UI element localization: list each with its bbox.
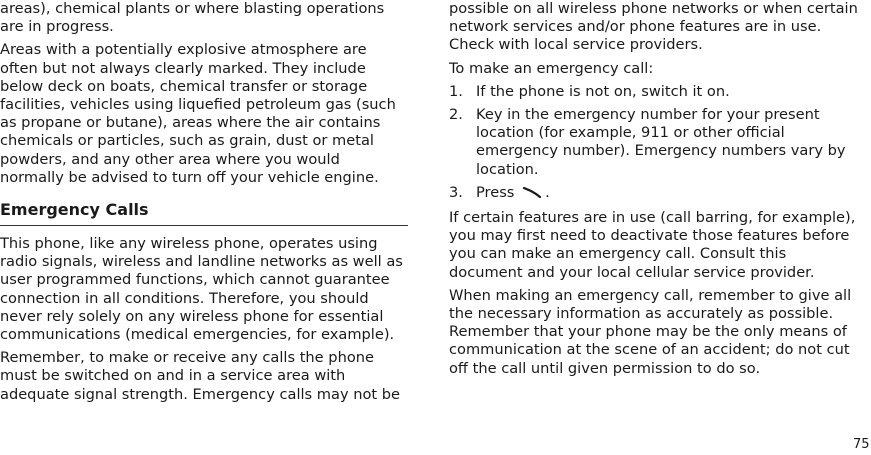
left-paragraph-2: Areas with a potentially explosive atmosphere are often but not always clearly marked. They include below deck on boats, chemical transfer or storage facilities, vehicles using liquefied petroleum gas (such as propane or butane), areas where the air contains chemicals or particles, such as grain, dust or metal powders, and any other area where you would normally be advised to turn off your vehicle engine. bbox=[0, 41, 396, 186]
right-paragraph-1: possible on all wireless phone networks or when certain network services and/or phone features are in use. Check with local service providers. bbox=[449, 0, 858, 54]
page-number: 75 bbox=[853, 437, 870, 452]
steps-intro: To make an emergency call: bbox=[449, 59, 654, 77]
left-paragraph-1: areas), chemical plants or where blasting operations are in progress. bbox=[0, 0, 385, 36]
step-number: 1. bbox=[449, 82, 463, 100]
step-text: If the phone is not on, switch it on. bbox=[476, 82, 730, 100]
left-paragraph-3: This phone, like any wireless phone, operates using radio signals, wireless and landline networks as well as user programmed functions, which cannot guarantee connection in all conditions. Therefore, you should never rely solely on any wireless phone for essential communications (medical emergencies, for example). bbox=[0, 235, 403, 344]
step-text: Press bbox=[476, 183, 515, 201]
right-paragraph-2: If certain features are in use (call barring, for example), you may first need to deactivate those features before you can make an emergency call. Consult this document and your local cellular service provider. bbox=[449, 209, 856, 281]
step-1 bbox=[449, 83, 861, 101]
step-2 bbox=[449, 106, 861, 179]
step-3 bbox=[449, 184, 861, 204]
step-number: 3. bbox=[449, 183, 463, 201]
step-suffix: . bbox=[545, 183, 550, 201]
right-paragraph-3: When making an emergency call, remember to give all the necessary information as accurately as possible. Remember that your phone may be the only means of communication at the scene of an accident; do not cut off the call until given permission to do so. bbox=[449, 286, 852, 377]
left-paragraph-4: Remember, to make or receive any calls the phone must be switched on and in a service area with adequate signal strength. Emergency calls may not be bbox=[0, 349, 401, 403]
left-column bbox=[0, 0, 408, 404]
step-number: 2. bbox=[449, 106, 463, 124]
call-key-icon bbox=[521, 185, 543, 204]
right-column bbox=[449, 0, 861, 378]
section-heading: Emergency Calls bbox=[0, 200, 408, 226]
step-text: Key in the emergency number for your present location (for example, 911 or other official emergency number). Emergency numbers vary by location. bbox=[476, 106, 846, 178]
